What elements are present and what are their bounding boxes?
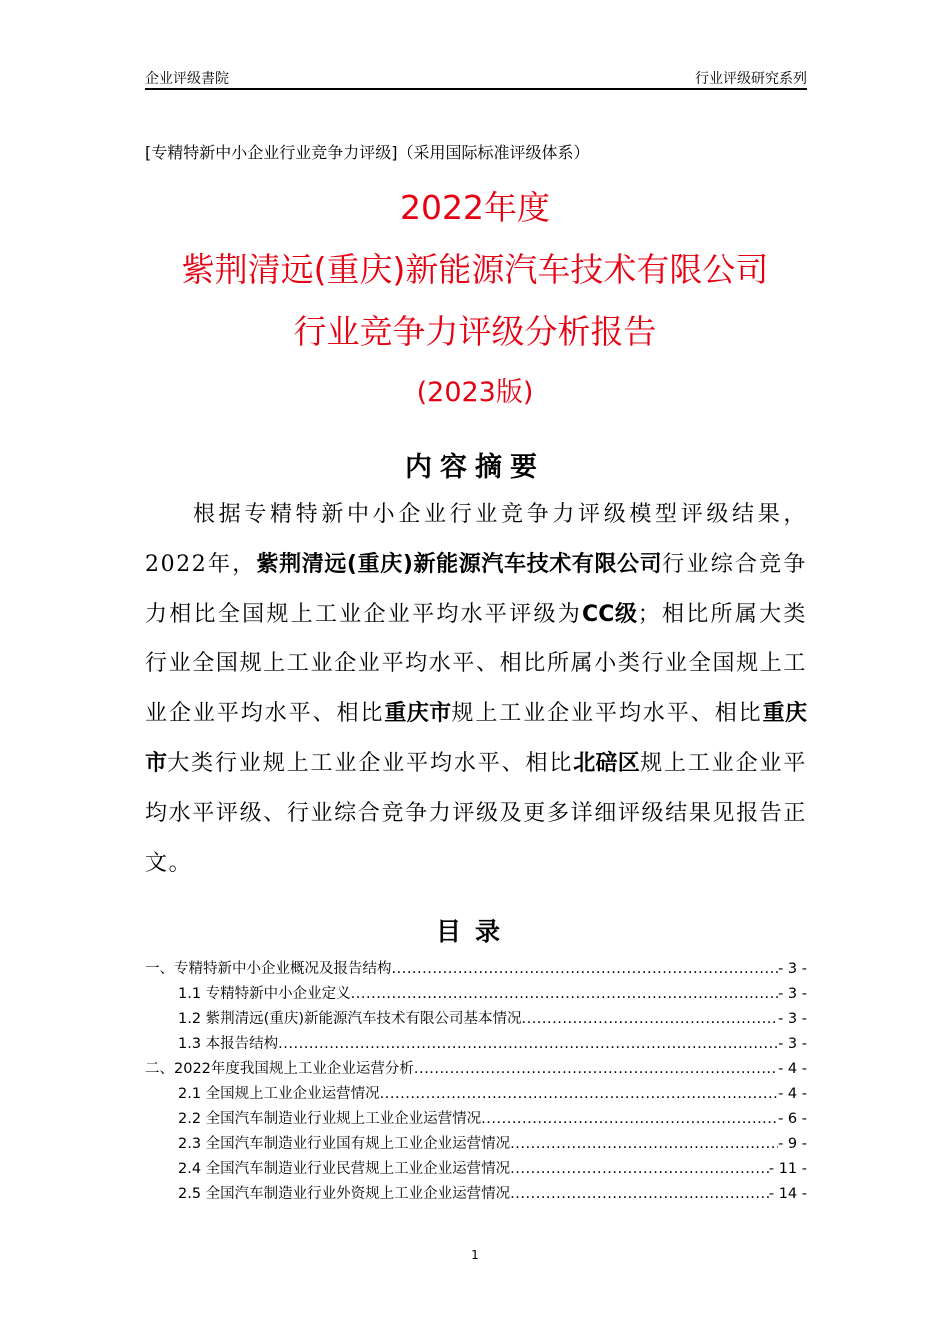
toc-label: 二、2022年度我国规上工业企业运营分析 [145, 1061, 414, 1077]
toc-entry[interactable] [145, 1057, 807, 1082]
toc-label: 2.2 全国汽车制造业行业规上工业企业运营情况 [178, 1111, 482, 1127]
toc-leader [278, 1032, 778, 1057]
toc-leader [380, 1082, 778, 1107]
toc-entry[interactable] [145, 957, 807, 982]
toc-page: - 3 - [778, 1036, 807, 1052]
bold-text: 紫荆清远(重庆)新能源汽车技术有限公司 [256, 551, 663, 577]
toc-label: 2.3 全国汽车制造业行业国有规上工业企业运营情况 [178, 1136, 511, 1152]
header-right: 行业评级研究系列 [695, 71, 807, 87]
toc-leader [414, 1057, 778, 1082]
toc-entry[interactable] [145, 1132, 807, 1157]
text-segment: 规上工业企业平均水平评级、行业综合竞争力评级及更多详细评级结果见报告正文。 [145, 750, 807, 876]
toc-page: - 3 - [778, 961, 807, 977]
toc-page: - 9 - [778, 1136, 807, 1152]
header-left: 企业评级書院 [145, 71, 229, 87]
abstract-paragraph [145, 490, 807, 888]
title-company: 紫荆清远(重庆)新能源汽车技术有限公司 [181, 250, 769, 289]
toc-label: 一、专精特新中小企业概况及报告结构 [145, 961, 392, 977]
toc-page: - 4 - [778, 1061, 807, 1077]
toc-leader [521, 1007, 778, 1032]
report-subtitle: [专精特新中小企业行业竞争力评级]（采用国际标准评级体系） [145, 143, 590, 162]
toc-entry[interactable] [145, 1032, 807, 1057]
toc-entry[interactable] [145, 1107, 807, 1132]
bold-text: CC级 [582, 601, 638, 627]
toc-label: 1.2 紫荆清远(重庆)新能源汽车技术有限公司基本情况 [178, 1011, 522, 1027]
toc-page: - 6 - [778, 1111, 807, 1127]
title-edition: (2023版) [416, 377, 534, 408]
toc-leader [392, 957, 779, 982]
text-segment: 行业综合竞争力相比全国规上工业企业平均水平评级为 [145, 551, 807, 627]
toc-entry[interactable] [145, 982, 807, 1007]
table-of-contents [145, 957, 807, 1207]
toc-label: 2.5 全国汽车制造业行业外资规上工业企业运营情况 [178, 1186, 511, 1202]
toc-entry[interactable] [145, 1157, 807, 1182]
toc-label: 2.1 全国规上工业企业运营情况 [178, 1086, 380, 1102]
toc-entry[interactable] [145, 1007, 807, 1032]
abstract-heading: 内容摘要 [405, 452, 545, 483]
title-report: 行业竞争力评级分析报告 [293, 312, 657, 351]
toc-leader [510, 1132, 778, 1157]
toc-leader [481, 1107, 778, 1132]
page-number: 1 [471, 1248, 479, 1262]
toc-leader [510, 1182, 769, 1207]
text-segment: 大类行业规上工业企业平均水平、相比 [167, 750, 574, 776]
toc-label: 1.3 本报告结构 [178, 1036, 279, 1052]
toc-page: - 14 - [768, 1186, 807, 1202]
toc-leader [351, 982, 778, 1007]
toc-label: 1.1 专精特新中小企业定义 [178, 986, 351, 1002]
bold-text: 重庆市 [145, 701, 807, 776]
toc-leader [510, 1157, 769, 1182]
text-segment: ；相比所属大类行业全国规上工业企业平均水平、相比所属小类行业全国规上工业企业平均水平、相比 [145, 601, 807, 727]
toc-page: - 3 - [778, 986, 807, 1002]
toc-heading: 目录 [435, 917, 514, 946]
title-year: 2022年度 [400, 188, 550, 227]
bold-text: 重庆市 [384, 701, 452, 727]
page-header [145, 68, 807, 90]
toc-page: - 4 - [778, 1086, 807, 1102]
text-segment: 规上工业企业平均水平、相比 [451, 701, 763, 727]
toc-page: - 11 - [768, 1161, 807, 1177]
toc-entry[interactable] [145, 1182, 807, 1207]
text-segment: 根据专精特新中小企业行业竞争力评级模型评级结果，2022年， [145, 502, 807, 577]
toc-page: - 3 - [778, 1011, 807, 1027]
toc-label: 2.4 全国汽车制造业行业民营规上工业企业运营情况 [178, 1161, 511, 1177]
bold-text: 北碚区 [573, 750, 641, 776]
toc-entry[interactable] [145, 1082, 807, 1107]
